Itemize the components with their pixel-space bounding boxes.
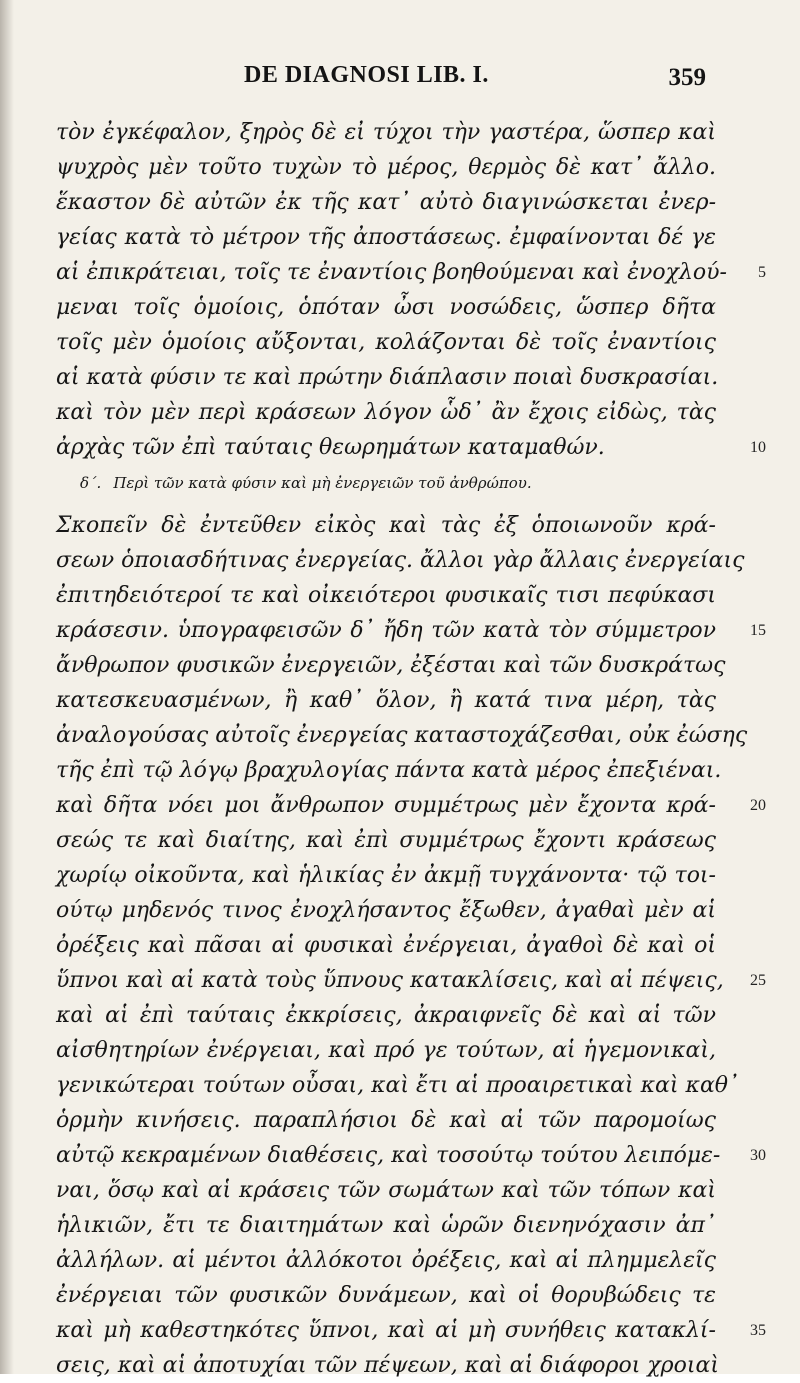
line-text: σεώς τε καὶ διαίτης, καὶ ἐπὶ συμμέτρως ἔχοντι κράσεως — [56, 828, 716, 853]
line-text: ὁρμὴν κινήσεις. παραπλήσιοι δὲ καὶ αἱ τῶν παρομοίως — [56, 1108, 716, 1133]
text-line — [56, 578, 716, 613]
text-line — [56, 1173, 716, 1208]
line-text: αἱ κατὰ φύσιν τε καὶ πρώτην διάπλασιν ποιαὶ δυσκρασίαι. — [56, 365, 719, 390]
text-line — [56, 1103, 716, 1138]
text-line — [56, 508, 716, 543]
line-number: 20 — [750, 797, 766, 814]
line-text: σεων ὁποιασδήτινας ἐνεργείας. ἄλλοι γὰρ ἄλλαις ἐνεργείαις — [56, 548, 745, 573]
text-line — [56, 1033, 716, 1068]
text-line — [56, 543, 745, 578]
text-line — [56, 1068, 740, 1103]
line-text: αὐτῷ κεκραμένων διαθέσεις, καὶ τοσούτῳ τούτου λειπόμε- — [56, 1143, 721, 1168]
text-line — [56, 185, 716, 220]
line-text: τῆς ἐπὶ τῷ λόγῳ βραχυλογίας πάντα κατὰ μέρος ἐπεξιέναι. — [56, 758, 722, 783]
line-text: ἐνέργειαι τῶν φυσικῶν δυνάμεων, καὶ οἱ θορυβώδεις τε — [56, 1283, 716, 1308]
page-number: 359 — [668, 64, 706, 91]
line-text: χωρίῳ οἰκοῦντα, καὶ ἡλικίας ἐν ἀκμῇ τυγχάνοντα· τῷ τοι- — [56, 863, 716, 888]
text-line — [56, 115, 716, 150]
text-line — [56, 928, 716, 963]
text-line — [56, 150, 716, 185]
text-line — [56, 1243, 716, 1278]
line-text: ούτῳ μηδενός τινος ἐνοχλήσαντος ἔξωθεν, ἀγαθαὶ μὲν αἱ — [56, 898, 716, 923]
text-line — [56, 1348, 719, 1383]
line-text: ἄνθρωπον φυσικῶν ἐνεργειῶν, ἐξέσται καὶ τῶν δυσκράτως — [56, 653, 726, 678]
text-line — [56, 430, 766, 465]
text-line — [56, 255, 766, 290]
line-number: 10 — [750, 439, 766, 456]
line-text: αἱ ἐπικράτειαι, τοῖς τε ἐναντίοις βοηθούμεναι καὶ ἐνοχλού- — [56, 260, 727, 285]
line-text: μεναι τοῖς ὁμοίοις, ὁπόταν ὦσι νοσώδεις, ὥσπερ δῆτα — [56, 295, 716, 320]
line-text: καὶ τὸν μὲν περὶ κράσεων λόγον ὧδ᾽ ἂν ἔχοις εἰδὼς, τὰς — [56, 400, 716, 425]
text-line — [56, 1208, 716, 1243]
line-text: ἐπιτηδειότεροί τε καὶ οἰκειότεροι φυσικαῖς τισι πεφύκασι — [56, 583, 716, 608]
line-text: τὸν ἐγκέφαλον, ξηρὸς δὲ εἰ τύχοι τὴν γαστέρα, ὥσπερ καὶ — [56, 120, 716, 145]
line-number: 25 — [750, 972, 766, 989]
line-text: αἰσθητηρίων ἐνέργειαι, καὶ πρό γε τούτων, αἱ ἡγεμονικαὶ, — [56, 1038, 716, 1063]
line-text: κατεσκευασμένων, ἢ καθ᾽ ὅλον, ἢ κατά τινα μέρη, τὰς — [56, 688, 716, 713]
line-number: 35 — [750, 1322, 766, 1339]
text-line — [56, 290, 716, 325]
text-line — [56, 753, 722, 788]
text-block-1 — [56, 115, 766, 465]
page-header — [60, 62, 740, 98]
text-line — [56, 1313, 766, 1348]
text-line — [56, 1138, 766, 1173]
running-head: DE DIAGNOSI LIB. I. — [244, 62, 489, 88]
line-text: κράσεσιν. ὑπογραφεισῶν δ᾽ ἤδη τῶν κατὰ τὸν σύμμετρον — [56, 618, 716, 643]
text-line — [56, 360, 719, 395]
line-text: καὶ δῆτα νόει μοι ἄνθρωπον συμμέτρως μὲν ἔχοντα κρά- — [56, 793, 716, 818]
line-text: ἕκαστον δὲ αὐτῶν ἐκ τῆς κατ᾽ αὐτὸ διαγινώσκεται ἐνερ- — [56, 190, 716, 215]
text-line — [56, 788, 766, 823]
text-line — [56, 648, 726, 683]
line-text: ψυχρὸς μὲν τοῦτο τυχὼν τὸ μέρος, θερμὸς δὲ κατ᾽ ἄλλο. — [56, 155, 716, 180]
text-line — [56, 823, 716, 858]
line-text: καὶ μὴ καθεστηκότες ὕπνοι, καὶ αἱ μὴ συνήθεις κατακλί- — [56, 1318, 716, 1343]
line-text: ἀρχὰς τῶν ἐπὶ ταύταις θεωρημάτων καταμαθών. — [56, 435, 605, 460]
text-line — [56, 325, 716, 360]
line-number: 15 — [750, 622, 766, 639]
text-line — [56, 395, 716, 430]
line-text: ὕπνοι καὶ αἱ κατὰ τοὺς ὕπνους κατακλίσεις, καὶ αἱ πέψεις, — [56, 968, 724, 993]
text-line — [56, 963, 766, 998]
line-number: 5 — [758, 264, 766, 281]
line-text: ὀρέξεις καὶ πᾶσαι αἱ φυσικαὶ ἐνέργειαι, ἀγαθοὶ δὲ καὶ οἱ — [56, 933, 716, 958]
section-number: δ΄. — [80, 474, 102, 492]
text-line — [56, 220, 716, 255]
text-line — [56, 858, 716, 893]
text-line — [56, 718, 748, 753]
line-text: καὶ αἱ ἐπὶ ταύταις ἐκκρίσεις, ἀκραιφνεῖς δὲ καὶ αἱ τῶν — [56, 1003, 716, 1028]
section-title: Περὶ τῶν κατὰ φύσιν καὶ μὴ ἐνεργειῶν τοῦ ἀνθρώπου. — [113, 474, 532, 492]
line-text: ἀλλήλων. αἱ μέντοι ἀλλόκοτοι ὀρέξεις, καὶ αἱ πλημμελεῖς — [56, 1248, 716, 1273]
line-text: ἡλικιῶν, ἔτι τε διαιτημάτων καὶ ὡρῶν διενηνόχασιν ἀπ᾽ — [56, 1213, 716, 1238]
text-line — [56, 1278, 716, 1313]
text-line — [56, 683, 716, 718]
text-line — [56, 893, 716, 928]
line-text: γείας κατὰ τὸ μέτρον τῆς ἀποστάσεως. ἐμφαίνονται δέ γε — [56, 225, 716, 250]
line-text: Σκοπεῖν δὲ ἐντεῦθεν εἰκὸς καὶ τὰς ἐξ ὁποιωνοῦν κρά- — [56, 513, 716, 538]
text-line — [56, 998, 716, 1033]
text-line — [56, 613, 766, 648]
line-text: σεις, καὶ αἱ ἀποτυχίαι τῶν πέψεων, καὶ αἱ διάφοροι χροιαὶ — [56, 1353, 719, 1378]
section-heading — [80, 474, 680, 492]
text-block-2 — [56, 508, 766, 1383]
line-text: ναι, ὅσῳ καὶ αἱ κράσεις τῶν σωμάτων καὶ τῶν τόπων καὶ — [56, 1178, 716, 1203]
line-number: 30 — [750, 1147, 766, 1164]
line-text: ἀναλογούσας αὐτοῖς ἐνεργείας καταστοχάζεσθαι, οὐκ ἐώσης — [56, 723, 748, 748]
line-text: γενικώτεραι τούτων οὖσαι, καὶ ἔτι αἱ προαιρετικαὶ καὶ καθ᾽ — [56, 1073, 740, 1098]
line-text: τοῖς μὲν ὁμοίοις αὔξονται, κολάζονται δὲ τοῖς ἐναντίοις — [56, 330, 716, 355]
